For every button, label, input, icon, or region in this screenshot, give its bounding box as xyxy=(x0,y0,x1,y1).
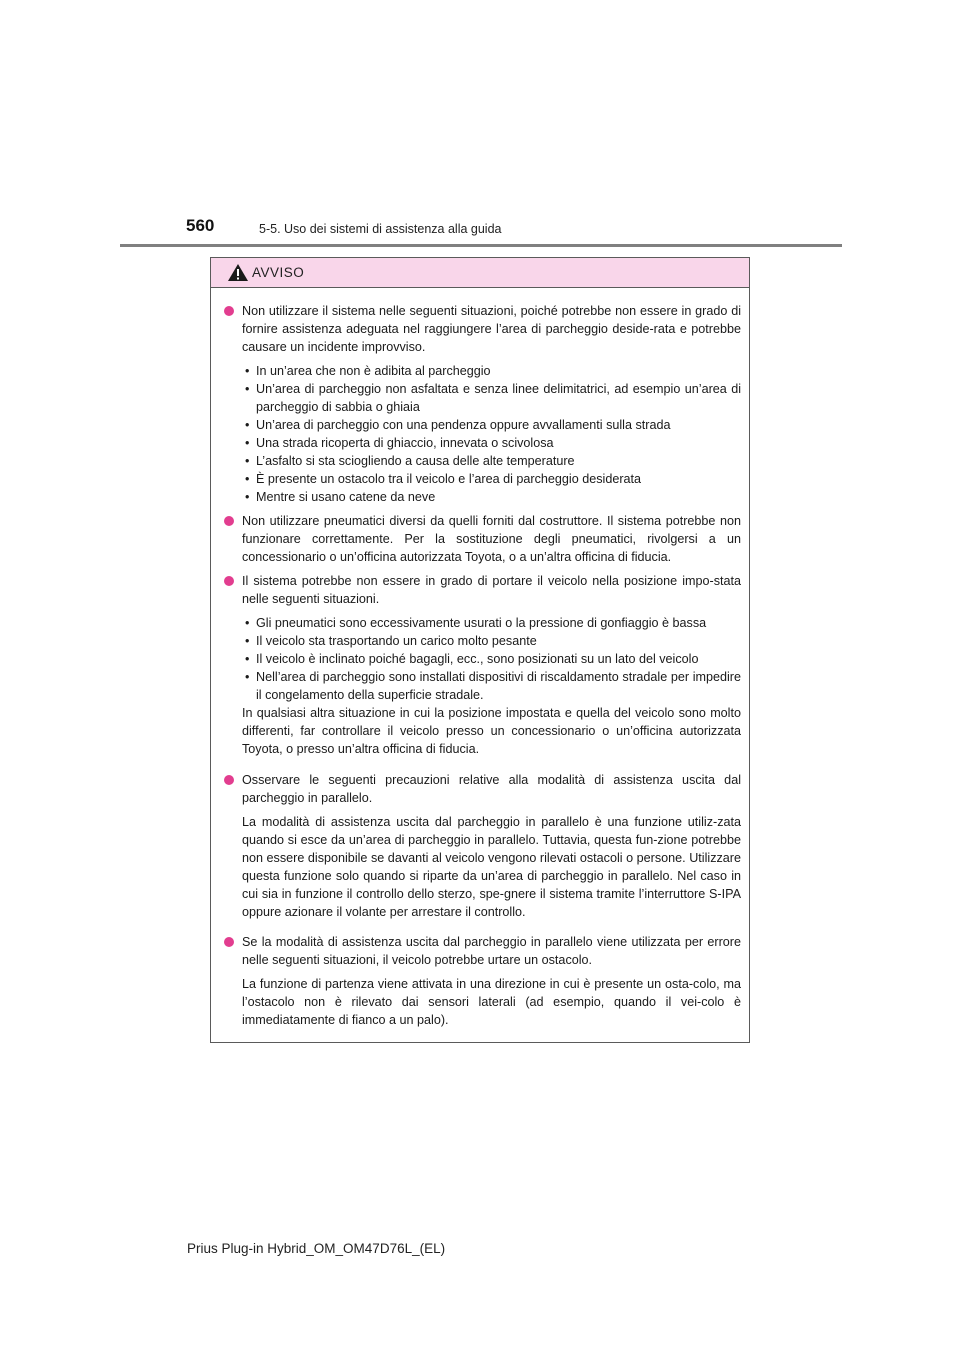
condition-list xyxy=(242,614,741,704)
header-divider xyxy=(120,244,842,247)
warning-triangle-icon xyxy=(227,263,249,282)
bullet-dot-icon xyxy=(224,775,234,785)
list-item: • Nell’area di parcheggio sono installati dispositivi di riscaldamento stradale per impedire il congelamento della superficie stradale. xyxy=(242,668,741,704)
warning-item-text: Non utilizzare il sistema nelle seguenti situazioni, poiché potrebbe non essere in grado di fornire assistenza adeguata nel raggiungere l’area di parcheggio deside-rata e potrebbe causare un incidente improvviso. xyxy=(242,304,741,354)
condition-list xyxy=(242,362,741,506)
list-item: • Il veicolo sta trasportando un carico molto pesante xyxy=(242,632,741,650)
warning-item xyxy=(224,572,741,758)
section-title: 5-5. Uso dei sistemi di assistenza alla guida xyxy=(259,222,502,236)
warning-item xyxy=(224,933,741,1029)
warning-item-text: Osservare le seguenti precauzioni relative alla modalità di assistenza uscita dal parcheggio in parallelo. xyxy=(242,772,741,805)
warning-item-text: Non utilizzare pneumatici diversi da quelli forniti dal costruttore. Il sistema potrebbe non funzionare correttamente. Per la sostituzione degli pneumatici, rivolgersi a un concessionario o un’officina autorizzata Toyota, o a un’altra officina di fiducia. xyxy=(242,514,741,564)
warning-followup-text: In qualsiasi altra situazione in cui la posizione impostata e quella del veicolo sono molto differenti, far controllare il veicolo presso un concessionario o un’officina autorizzata Toyota, o presso un’altra officina di fiducia. xyxy=(242,706,741,756)
warning-title: AVVISO xyxy=(252,265,305,280)
list-item: • In un’area che non è adibita al parcheggio xyxy=(242,362,741,380)
list-item: • Un’area di parcheggio non asfaltata e senza linee delimitatrici, ad esempio un’area di parcheggio di sabbia o ghiaia xyxy=(242,380,741,416)
list-item: • Gli pneumatici sono eccessivamente usurati o la pressione di gonfiaggio è bassa xyxy=(242,614,741,632)
warning-detail-text: La funzione di partenza viene attivata in una direzione in cui è presente un osta-colo, ma l’ostacolo non è rilevato dai sensori laterali (ad esempio, quando il vei-colo è immediatamente di fianco a un palo). xyxy=(242,977,741,1028)
warning-item xyxy=(224,512,741,566)
warning-item-text: Il sistema potrebbe non essere in grado di portare il veicolo nella posizione impo-stata nelle seguenti situazioni. xyxy=(242,574,741,606)
warning-box xyxy=(210,257,750,1043)
bullet-dot-icon xyxy=(224,576,234,586)
warning-header xyxy=(211,258,749,288)
list-item: • È presente un ostacolo tra il veicolo e l’area di parcheggio desiderata xyxy=(242,470,741,488)
warning-detail-text: La modalità di assistenza uscita dal parcheggio in parallelo è una funzione utiliz-zata quando si esce da un’area di parcheggio in parallelo. Tuttavia, questa fun-zione potrebbe non essere disponibile se davanti al veicolo vengono rilevati ostacoli o persone. Utilizzare questa funzione solo quando si riparte da un’area di parcheggio in parallelo. Nel caso in cui sia in funzione il controllo dello sterzo, spe-gnere il sistema tramite l’interruttore S-IPA oppure azionare il volante per arrestare il controllo. xyxy=(242,814,741,919)
page-number: 560 xyxy=(186,216,215,235)
list-item: • Una strada ricoperta di ghiaccio, innevata o scivolosa xyxy=(242,434,741,452)
list-item: • Un’area di parcheggio con una pendenza oppure avvallamenti sulla strada xyxy=(242,416,741,434)
bullet-dot-icon xyxy=(224,306,234,316)
warning-item-text: Se la modalità di assistenza uscita dal parcheggio in parallelo viene utilizzata per errore nelle seguenti situazioni, il veicolo potrebbe urtare un ostacolo. xyxy=(242,935,741,968)
list-item: • Mentre si usano catene da neve xyxy=(242,488,741,506)
list-item: • L’asfalto si sta sciogliendo a causa delle alte temperature xyxy=(242,452,741,470)
warning-item xyxy=(224,302,741,506)
document-footer: Prius Plug-in Hybrid_OM_OM47D76L_(EL) xyxy=(187,1241,446,1256)
warning-item xyxy=(224,771,741,921)
bullet-dot-icon xyxy=(224,516,234,526)
bullet-dot-icon xyxy=(224,937,234,947)
warning-body xyxy=(211,288,749,1029)
list-item: • Il veicolo è inclinato poiché bagagli, ecc., sono posizionati su un lato del veicolo xyxy=(242,650,741,668)
